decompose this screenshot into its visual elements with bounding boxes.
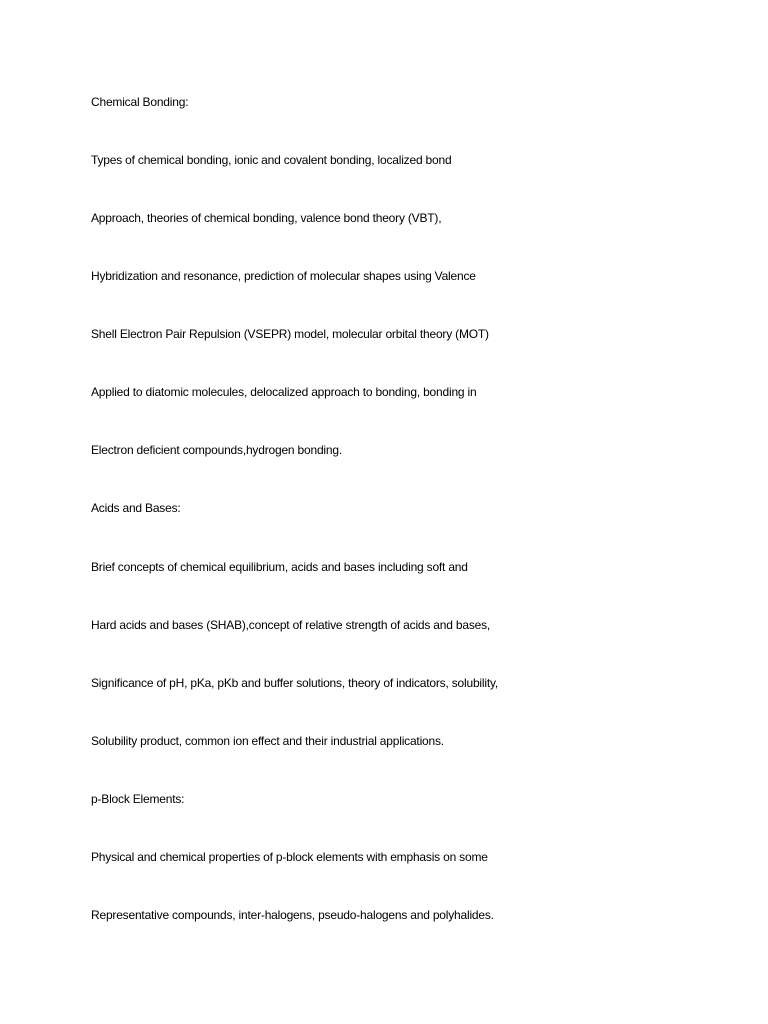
text-line: Solubility product, common ion effect and their industrial applications. bbox=[91, 734, 444, 748]
section-heading-p-block-elements: p-Block Elements: bbox=[91, 792, 185, 806]
text-line: Types of chemical bonding, ionic and covalent bonding, localized bond bbox=[91, 153, 452, 167]
text-line: Applied to diatomic molecules, delocalized approach to bonding, bonding in bbox=[91, 385, 477, 399]
text-line: Shell Electron Pair Repulsion (VSEPR) model, molecular orbital theory (MOT) bbox=[91, 327, 489, 341]
section-heading-chemical-bonding: Chemical Bonding: bbox=[91, 95, 189, 109]
section-heading-acids-and-bases: Acids and Bases: bbox=[91, 501, 181, 515]
text-line: Hard acids and bases (SHAB),concept of relative strength of acids and bases, bbox=[91, 618, 491, 632]
text-line: Representative compounds, inter-halogens, pseudo-halogens and polyhalides. bbox=[91, 908, 494, 922]
text-line: Brief concepts of chemical equilibrium, acids and bases including soft and bbox=[91, 560, 468, 574]
text-line: Approach, theories of chemical bonding, valence bond theory (VBT), bbox=[91, 211, 442, 225]
text-line: Significance of pH, pKa, pKb and buffer solutions, theory of indicators, solubility, bbox=[91, 676, 498, 690]
text-line: Electron deficient compounds,hydrogen bonding. bbox=[91, 443, 342, 457]
text-line: Physical and chemical properties of p-block elements with emphasis on some bbox=[91, 850, 488, 864]
text-line: Hybridization and resonance, prediction of molecular shapes using Valence bbox=[91, 269, 476, 283]
